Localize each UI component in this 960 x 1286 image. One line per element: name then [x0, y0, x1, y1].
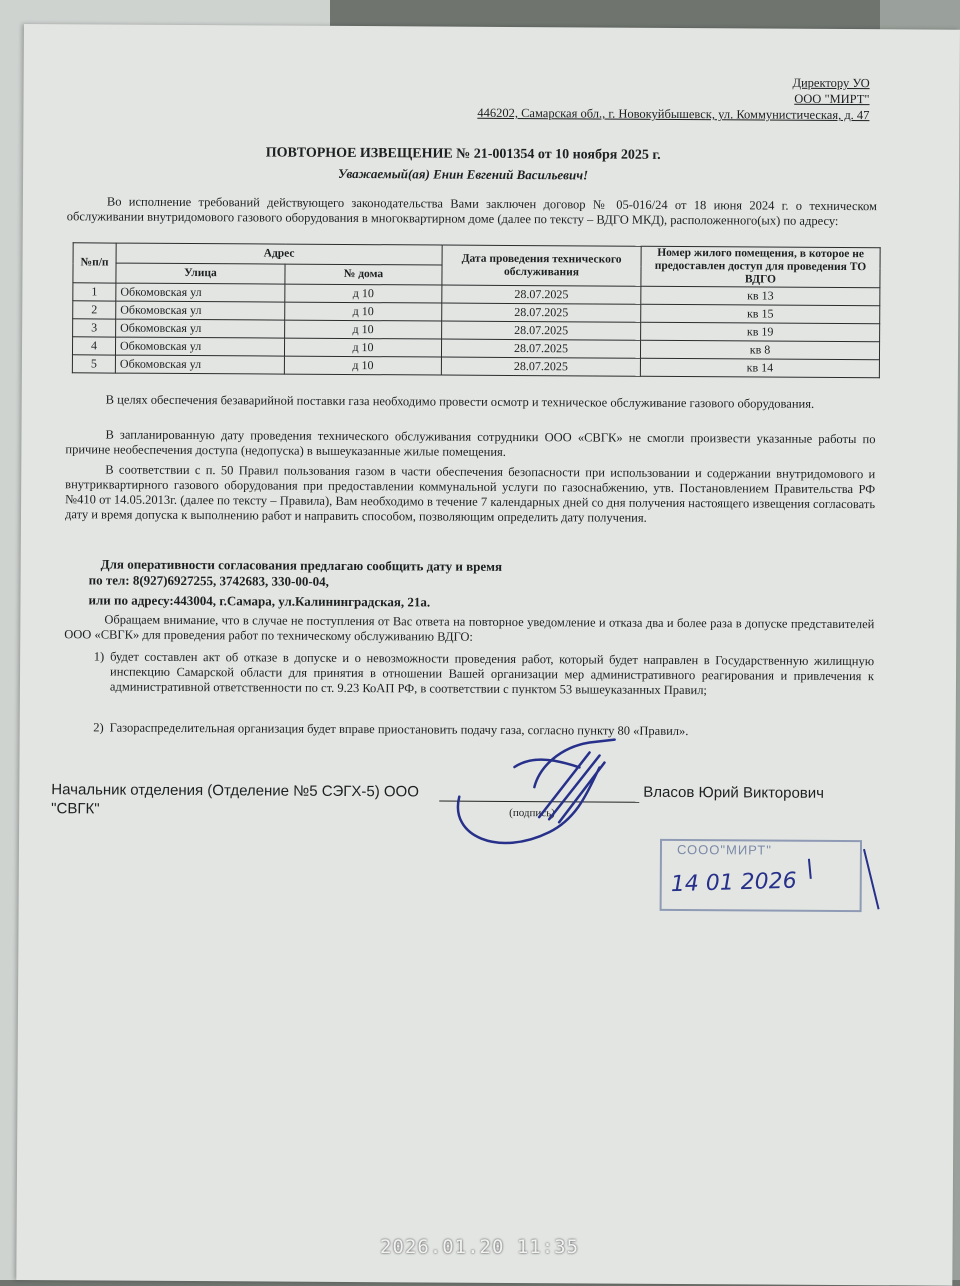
table-row [72, 355, 879, 378]
cell-num: 5 [72, 355, 115, 373]
contact-line1: Для оперативности согласования предлагаю сообщить дату и время [100, 556, 503, 574]
address-table [72, 242, 881, 378]
cell-room: кв 15 [641, 304, 880, 323]
cell-house: д 10 [285, 320, 442, 339]
list-item [64, 649, 874, 699]
cell-num: 1 [73, 283, 116, 301]
cell-street: Обкомовская ул [116, 301, 285, 320]
cell-house: д 10 [285, 302, 442, 321]
th-room: Номер жилого помещения, в которое не предоставлен доступ для проведения ТО ВДГО [641, 246, 880, 287]
list-text: Газораспределительная организация будет вправе приостановить подачу газа, согласно пункту 80 «Правил». [109, 720, 689, 739]
contact-phones: по тел: 8(927)6927255, 3742683, 330-00-04, [88, 572, 329, 589]
cell-num: 3 [73, 319, 116, 337]
list-number: 2) [93, 720, 104, 735]
cell-date: 28.07.2025 [442, 285, 641, 304]
stamp-handwritten-date: 14 01 2026 [670, 868, 798, 898]
cell-num: 4 [72, 337, 115, 355]
contact-address: или по адресу:443004, г.Самара, ул.Калининградская, 21а. [88, 592, 431, 610]
signature-caption: (подпись) [509, 806, 555, 820]
cell-num: 2 [73, 301, 116, 319]
addressee-block [477, 73, 869, 123]
th-address: Адрес [116, 243, 442, 265]
addressee-line3: 446202, Самарская обл., г. Новокуйбышевск, ул. Коммунистическая, д. 47 [477, 105, 870, 123]
th-date: Дата проведения технического обслуживания [442, 245, 641, 286]
received-stamp [659, 838, 890, 924]
cell-street: Обкомовская ул [116, 283, 285, 302]
cell-date: 28.07.2025 [442, 321, 641, 340]
th-street: Улица [116, 263, 285, 284]
cell-house: д 10 [284, 338, 441, 357]
intro-paragraph: Во исполнение требований действующего законодательства Вами заключен договор № 05-016/24 от 18 июня 2024 г. о техническом обслуживании внутридомового газового оборудования в многоквартирном доме (далее по тексту – ВДГО МКД), расположенного(ых) по адресу: [66, 194, 877, 228]
cell-house: д 10 [285, 284, 442, 303]
th-num: №п/п [73, 243, 116, 283]
paragraph-rules: В соответствии с п. 50 Правил пользования газом в части обеспечения безопасности при использовании и содержании внутридомового и внутриквартирного газового оборудования при предоставлении коммунальной услуги по газоснабжению, утв. Постановлением Правительства РФ №410 от 14.05.2013г. (далее по тексту – Правила), Вам необходимо в течение 7 календарных дней со дня получения настоящего извещения согласовать дату и время допуска к выполнению работ и направить способом, позволяющим определить дату получения. [64, 462, 876, 525]
cell-date: 28.07.2025 [442, 303, 641, 322]
cell-room: кв 8 [640, 340, 879, 359]
cell-date: 28.07.2025 [441, 357, 640, 376]
cell-room: кв 19 [641, 322, 880, 341]
list-text: будет составлен акт об отказе в допуске и о невозможности проведения работ, который будет направлен в Государственную жилищную инспекцию Самарской области для принятия в отношении Вашей организации мер административного реагирования и привлечения к административной ответственности по ст. 9.23 КоАП РФ, в соответствии с пунктом 53 вышеуказанных Правил; [109, 649, 875, 698]
cell-street: Обкомовская ул [115, 355, 284, 374]
cell-house: д 10 [284, 356, 441, 375]
list-number: 1) [93, 649, 105, 664]
notice-title: ПОВТОРНОЕ ИЗВЕЩЕНИЕ № 21-001354 от 10 ноября 2025 г. [265, 145, 661, 163]
notice-document [16, 24, 960, 1286]
paragraph-no-access: В запланированную дату проведения технического обслуживания сотрудники ООО «СВГК» не смогли произвести указанные работы по причине необеспечения доступа (недопуска) в вышеуказанные жилые помещения. [65, 427, 876, 459]
signatory-name: Власов Юрий Викторович [643, 783, 825, 802]
signatory-position: Начальник отделения (Отделение №5 СЭГХ-5) ООО "СВГК" [51, 781, 419, 818]
greeting: Уважаемый(ая) Енин Евгений Васильевич! [337, 165, 589, 183]
addressee-line1: Директору УО [792, 75, 870, 91]
handwritten-signature [439, 727, 640, 858]
th-house: № дома [285, 264, 442, 285]
cell-date: 28.07.2025 [441, 339, 640, 358]
cell-street: Обкомовская ул [115, 337, 284, 356]
cell-street: Обкомовская ул [116, 319, 285, 338]
cell-room: кв 14 [640, 358, 879, 377]
photo-timestamp: 2026.01.20 11:35 [380, 1236, 580, 1258]
paragraph-warning: Обращаем внимание, что в случае не поступления от Вас ответа на повторное уведомление и отказа два и более раза в допуске представителей ООО «СВГК» для проведения работ по техническому обслуживанию ВДГО: [64, 612, 875, 644]
cell-room: кв 13 [641, 286, 880, 305]
addressee-line2: ООО "МИРТ" [794, 91, 870, 107]
stamp-org: СООО"МИРТ" [676, 842, 772, 858]
paragraph-safety: В целях обеспечения безаварийной поставки газа необходимо провести осмотр и техническое обслуживание газового оборудования. [105, 392, 815, 411]
